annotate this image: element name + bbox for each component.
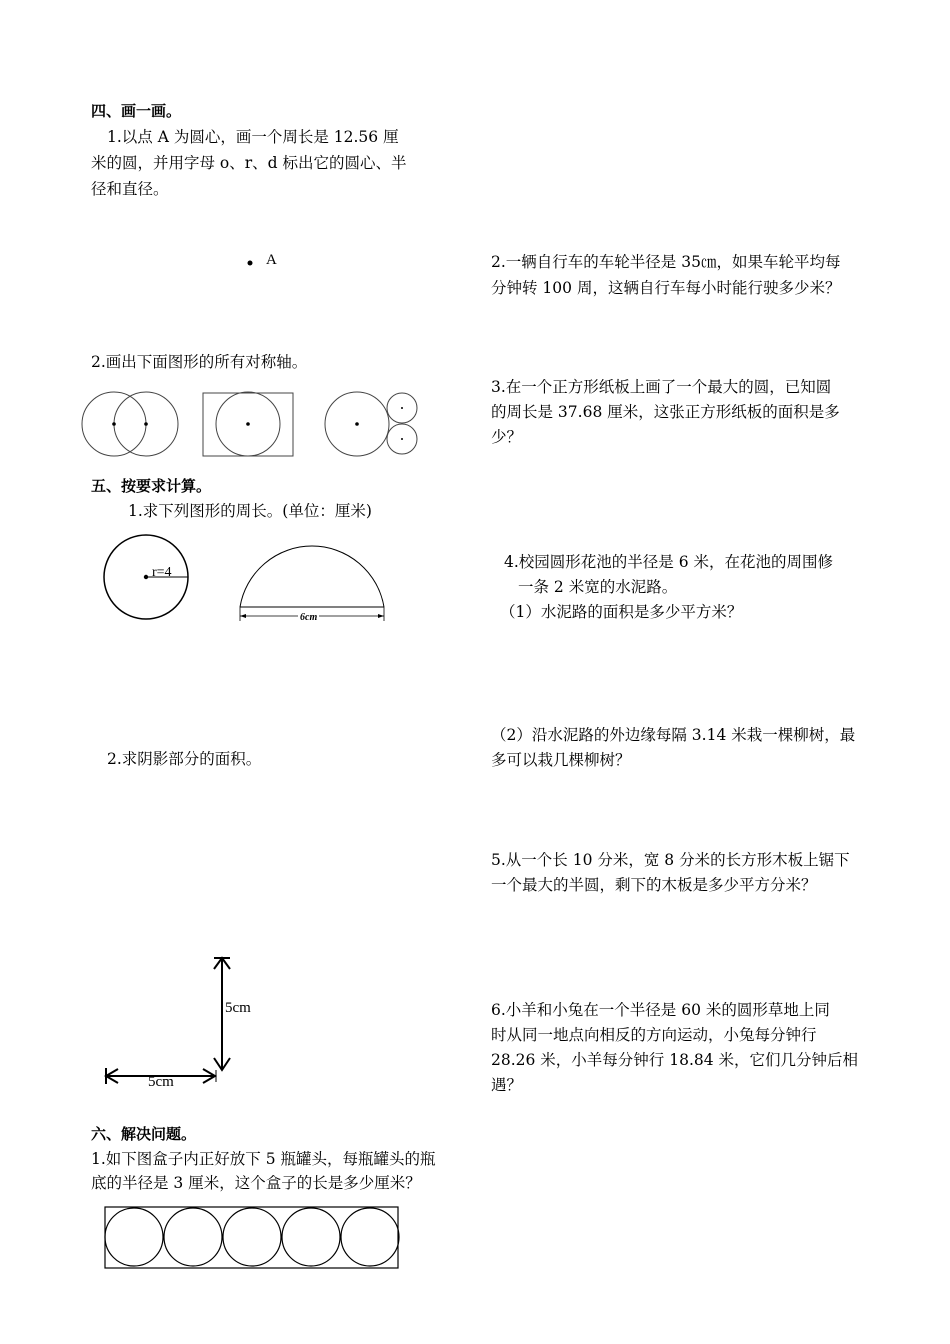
symmetry-figures [80, 388, 420, 468]
section6-q1-line1: 1.如下图盒子内正好放下 5 瓶罐头，每瓶罐头的瓶 [91, 1150, 436, 1168]
right-q4-line2: 一条 2 米宽的水泥路。 [518, 578, 678, 596]
vertical-dimension-label: 5cm [225, 1000, 251, 1016]
diameter-label: 6cm [300, 612, 318, 623]
right-q6-line2: 时从同一地点向相反的方向运动，小兔每分钟行 [491, 1026, 817, 1044]
right-q3-line1: 3.在一个正方形纸板上画了一个最大的圆，已知圆 [491, 378, 832, 396]
point-a-dot [245, 258, 255, 268]
right-q2-line2: 分钟转 100 周，这辆自行车每小时能行驶多少米？ [491, 279, 841, 297]
horizontal-dimension-label: 5cm [148, 1074, 174, 1090]
right-q3-line2: 的周长是 37.68 厘米，这张正方形纸板的面积是多 [491, 403, 840, 421]
right-q4b-line2: 多可以栽几棵柳树？ [491, 751, 631, 769]
shaded-area-dimension-figure [100, 950, 240, 1090]
section5-q2: 2.求阴影部分的面积。 [107, 750, 262, 768]
section4-q1-line1: 1.以点 A 为圆心，画一个周长是 12.56 厘 [107, 128, 399, 146]
right-q5-line2: 一个最大的半圆，剩下的木板是多少平方分米？ [491, 876, 817, 894]
right-q2-line1: 2.一辆自行车的车轮半径是 35㎝，如果车轮平均每 [491, 253, 841, 271]
section6-q1-line2: 底的半径是 3 厘米，这个盒子的长是多少厘米？ [91, 1174, 421, 1192]
radius-label: r=4 [152, 565, 172, 580]
box-with-cans-figure [104, 1205, 404, 1271]
right-q4-line1: 4.校园圆形花池的半径是 6 米，在花池的周围修 [504, 553, 834, 571]
right-q5-line1: 5.从一个长 10 分米，宽 8 分米的长方形木板上锯下 [491, 851, 850, 869]
right-q6-line3: 28.26 米，小羊每分钟行 18.84 米，它们几分钟后相 [491, 1051, 859, 1069]
section5-q1: 1.求下列图形的周长。(单位：厘米) [128, 502, 372, 520]
circle-radius-figure [100, 530, 200, 630]
right-q4b-line1: （2）沿水泥路的外边缘每隔 3.14 米栽一棵柳树，最 [491, 726, 856, 744]
right-q6-line1: 6.小羊和小兔在一个半径是 60 米的圆形草地上同 [491, 1001, 830, 1019]
section4-q1-line3: 径和直径。 [91, 180, 169, 198]
right-q4-line3: （1）水泥路的面积是多少平方米？ [500, 603, 743, 621]
point-a-label: A [266, 252, 277, 268]
section4-q1-line2: 米的圆，并用字母 o、r、d 标出它的圆心、半 [91, 154, 407, 172]
section4-q2: 2.画出下面图形的所有对称轴。 [91, 353, 308, 371]
section4-heading: 四、画一画。 [91, 102, 182, 120]
section6-heading: 六、解决问题。 [91, 1125, 197, 1143]
right-q6-line4: 遇？ [491, 1076, 523, 1094]
right-q3-line3: 少？ [491, 428, 523, 446]
section5-heading: 五、按要求计算。 [91, 477, 212, 495]
